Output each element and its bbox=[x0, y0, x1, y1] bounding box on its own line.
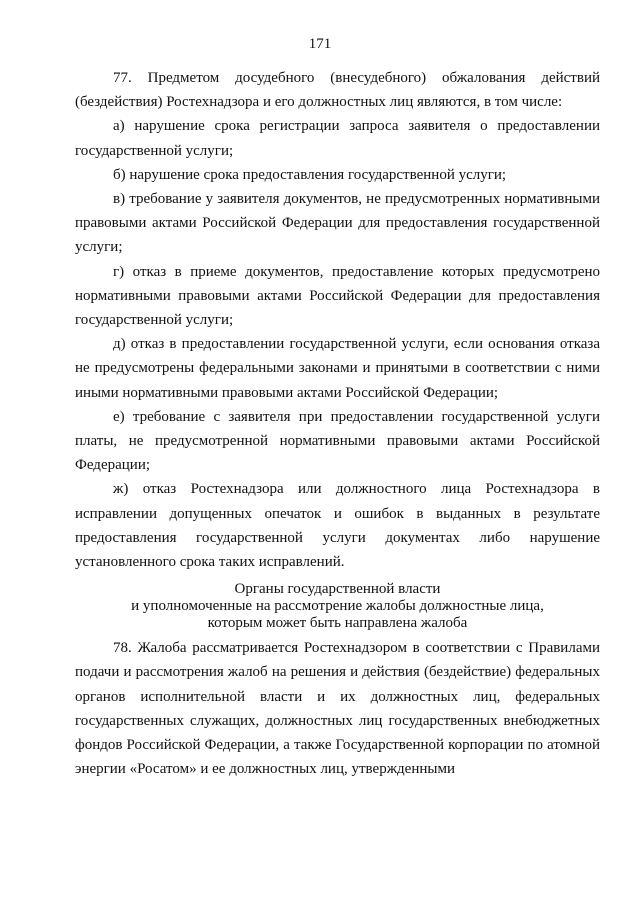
heading-line: Органы государственной власти bbox=[234, 581, 441, 598]
list-item-e: е) требование с заявителя при предоставлении государственной услуги платы, не предусмотренной нормативными правовыми актами Российской Федерации; bbox=[75, 408, 600, 474]
document-body bbox=[75, 66, 600, 781]
page-number: 171 bbox=[308, 36, 332, 52]
list-item-zh: ж) отказ Ростехнадзора или должностного лица Ростехнадзора в исправлении допущенных опечаток и ошибок в выданных в результате предоставления государственной услуги документах либо нарушение установленного срока таких исправлений. bbox=[75, 481, 600, 571]
section-heading bbox=[75, 581, 600, 632]
list-item-b: б) нарушение срока предоставления государственной услуги; bbox=[113, 166, 507, 183]
paragraph-77: 77. Предметом досудебного (внесудебного) обжалования действий (бездействия) Ростехнадзора и его должностных лиц являются, в том числе: bbox=[75, 70, 600, 111]
list-item-a: а) нарушение срока регистрации запроса заявителя о предоставлении государственной услуги; bbox=[75, 118, 600, 159]
list-item-v: в) требование у заявителя документов, не предусмотренных нормативными правовыми актами Российской Федерации для предоставления государственной услуги; bbox=[75, 191, 600, 256]
heading-line: и уполномоченные на рассмотрение жалобы должностные лица, bbox=[131, 598, 544, 615]
paragraph-78: 78. Жалоба рассматривается Ростехнадзором в соответствии с Правилами подачи и рассмотрения жалоб на решения и действия (бездействие) федеральных органов исполнительной власти и их должностных лиц, федеральных государственных служащих, должностных лиц государственных внебюджетных фондов Российской Федерации, а также Государственной корпорации по атомной энергии «Росатом» и ее должностных лиц, утвержденными bbox=[75, 640, 600, 778]
heading-line: которым может быть направлена жалоба bbox=[207, 615, 468, 632]
list-item-d: д) отказ в предоставлении государственной услуги, если основания отказа не предусмотрены федеральными законами и принятыми в соответствии с ними иными нормативными правовыми актами Российской Федерации; bbox=[75, 336, 600, 401]
list-item-g: г) отказ в приеме документов, предоставление которых предусмотрено нормативными правовыми актами Российской Федерации для предоставления государственной услуги; bbox=[75, 263, 600, 329]
